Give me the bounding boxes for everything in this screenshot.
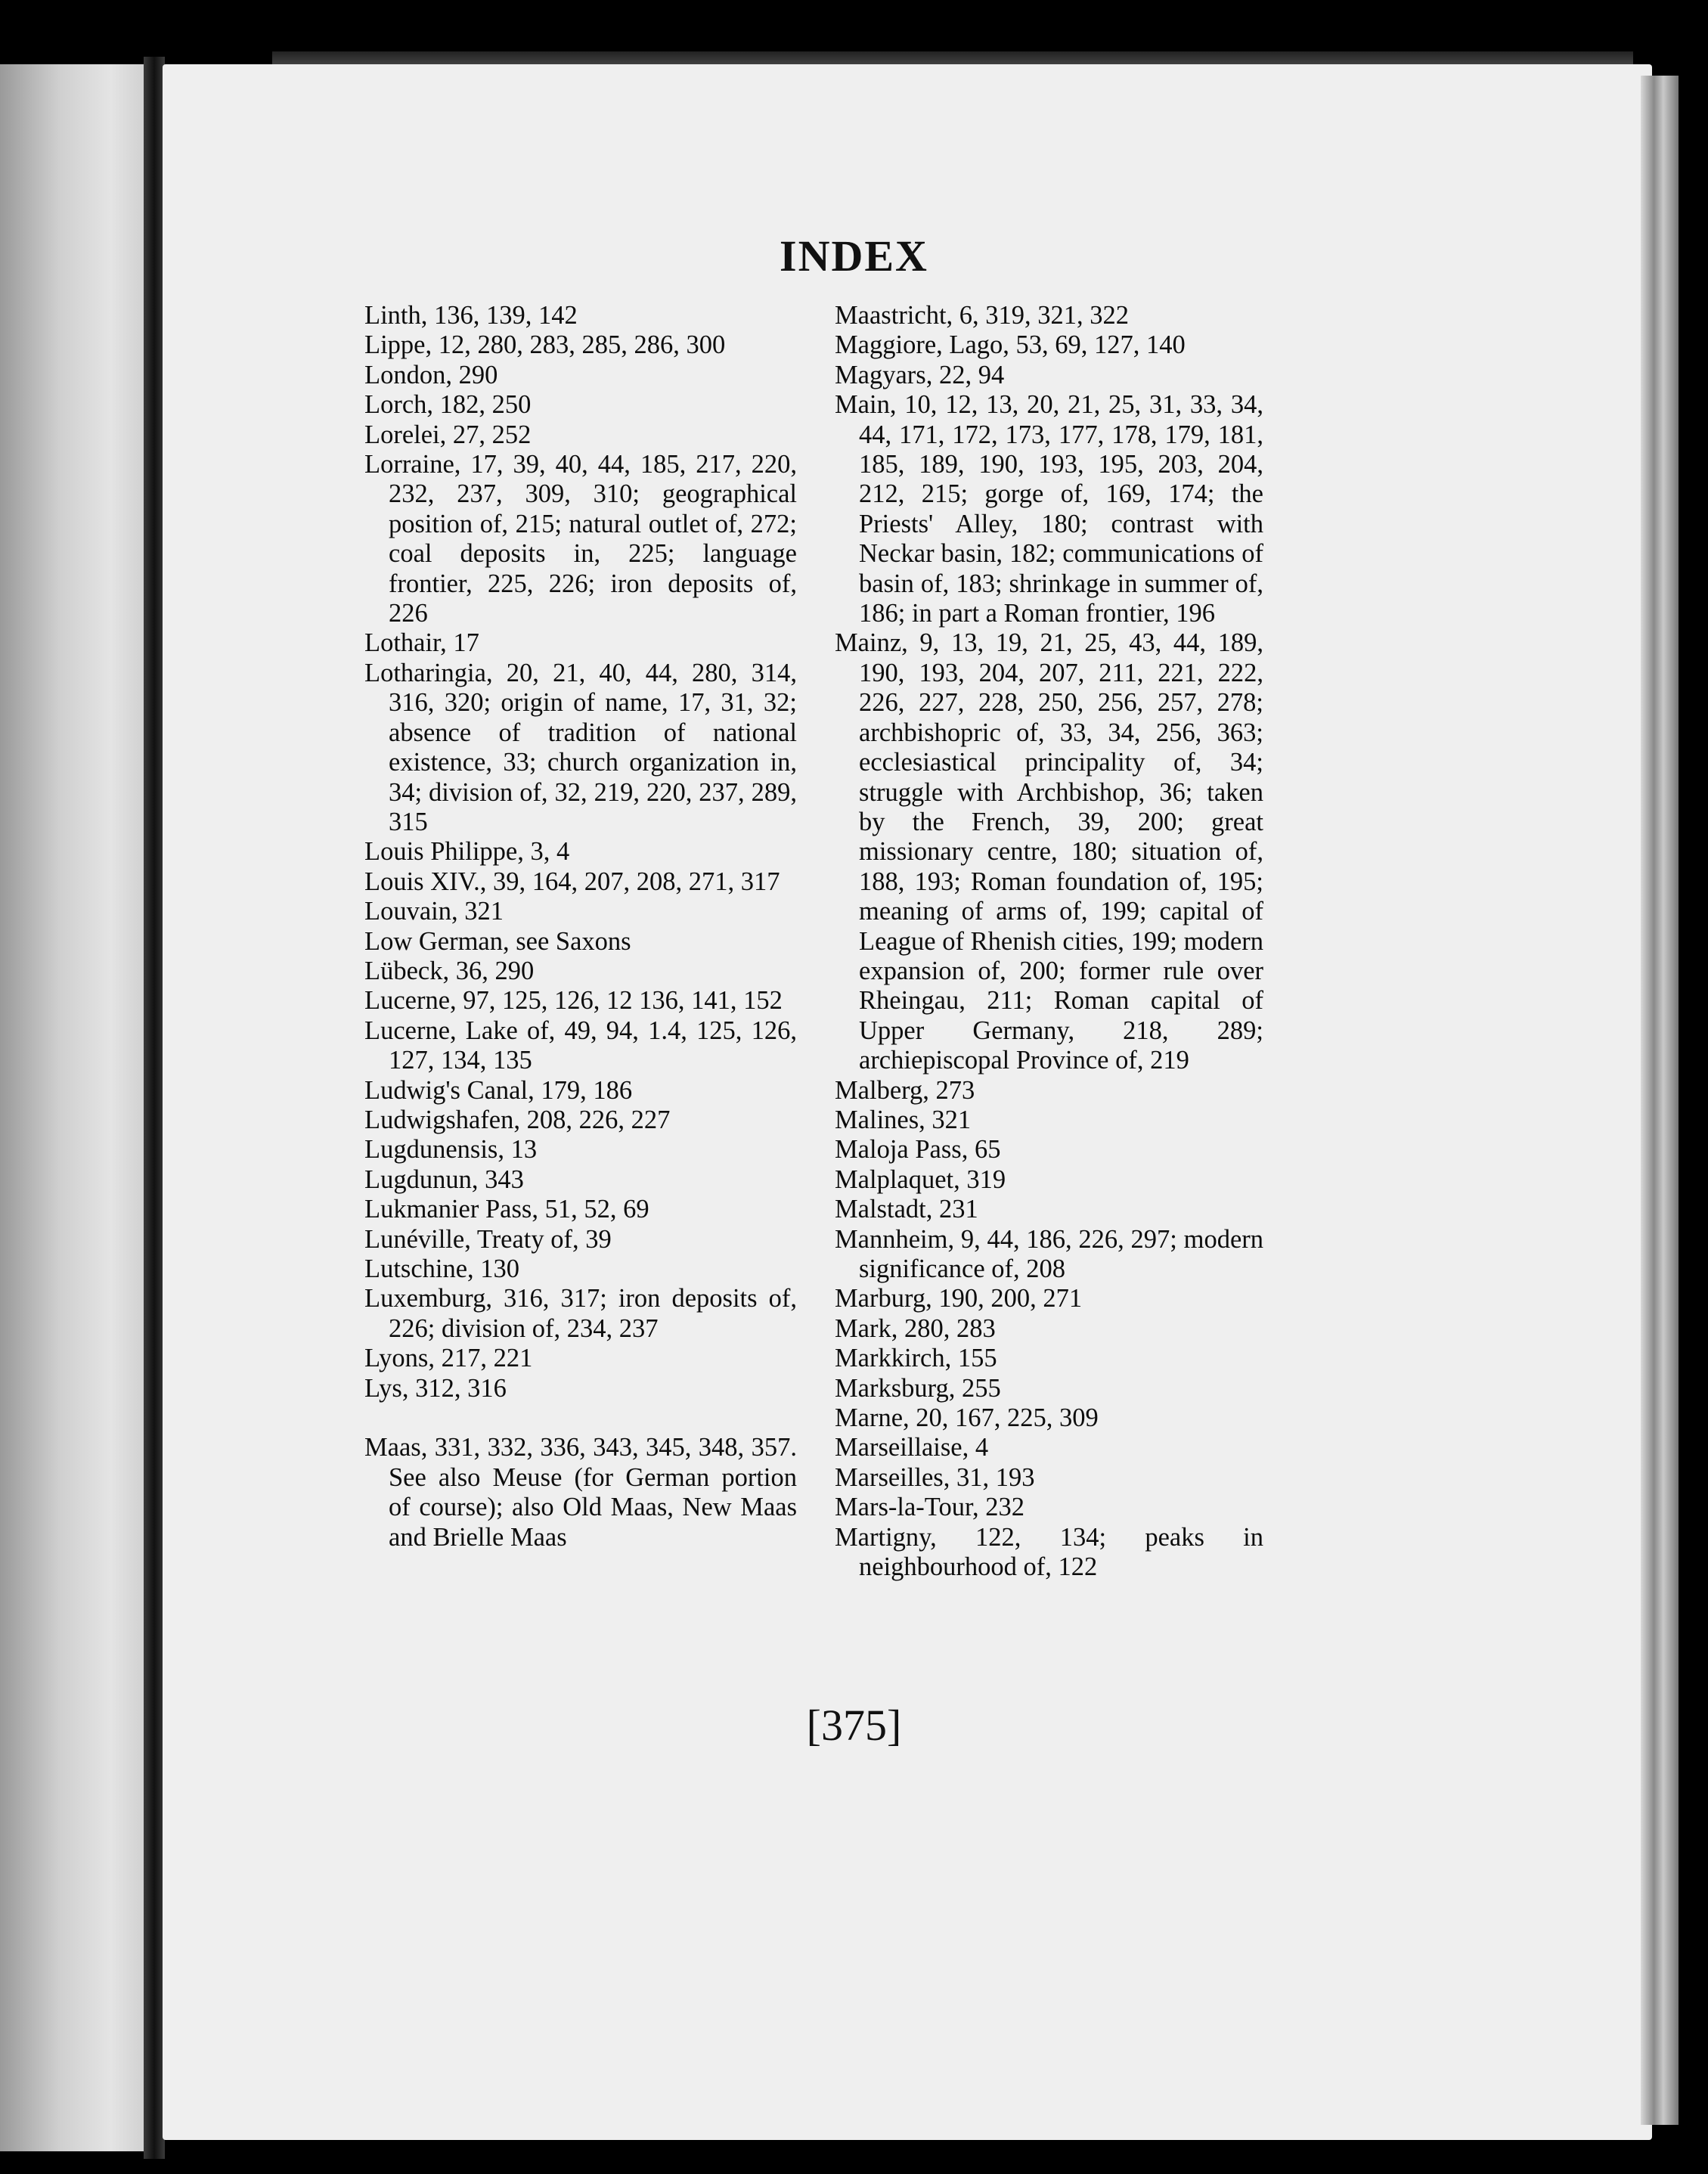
index-entry: Lugdunun, 343 — [364, 1165, 524, 1194]
index-entry: Lutschine, 130 — [364, 1254, 520, 1283]
index-entry: Ludwig's Canal, 179, 186 — [364, 1075, 633, 1105]
index-entry: Lyons, 217, 221 — [364, 1344, 533, 1373]
letter-group-gap — [364, 1403, 797, 1433]
index-heading: INDEX — [780, 231, 928, 281]
index-entry: Main, 10, 12, 13, 20, 21, 25, 31, 33, 34, 44, 171, 172, 173, 177, 178, 179, 181, 185, 189, 190, 193, 195, 203, 204, 212, 215; gorge of, 169, 174; the Priests' Alley, 180; contrast with Neckar basin, 182; communications of basin of, 183; shrinkage in summer of, 186; in part a Roman frontier, 196 — [835, 390, 1263, 628]
index-entry: Marne, 20, 167, 225, 309 — [835, 1403, 1099, 1433]
index-entry: Mannheim, 9, 44, 186, 226, 297; modern significance of, 208 — [835, 1224, 1263, 1283]
page-edge-curl — [1641, 76, 1679, 2125]
index-column-right — [835, 301, 1263, 1582]
index-entry: Mainz, 9, 13, 19, 21, 25, 43, 44, 189, 190, 193, 204, 207, 211, 221, 222, 226, 227, 228, 250, 256, 257, 278; archbishopric of, 33, 34, 256, 363; ecclesiastical principality of, 34; struggle with Archbishop, 36; taken by the French, 39, 200; great missionary centre, 180; situation of, 188, 193; Roman foundation of, 195; meaning of arms of, 199; capital of League of Rhenish cities, 199; modern expansion of, 200; former rule over Rheingau, 211; Roman capital of Upper Germany, 218, 289; archiepiscopal Province of, 219 — [835, 628, 1263, 1075]
index-entry: Lorch, 182, 250 — [364, 390, 532, 420]
index-entry: Lunéville, Treaty of, 39 — [364, 1224, 612, 1254]
index-entry: Lorraine, 17, 39, 40, 44, 185, 217, 220, 232, 237, 309, 310; geographical position of, 215; natural outlet of, 272; coal deposits in, 225; language frontier, 225, 226; iron deposits of, 226 — [364, 450, 797, 628]
index-entry: Mars-la-Tour, 232 — [835, 1493, 1025, 1522]
index-entry: Low German, see Saxons — [364, 926, 631, 956]
index-entry: Maloja Pass, 65 — [835, 1135, 1001, 1165]
index-entry: Louvain, 321 — [364, 897, 504, 926]
index-entry: Lucerne, 97, 125, 126, 12 136, 141, 152 — [364, 986, 783, 1016]
left-page-edge — [0, 64, 147, 2151]
index-entry: London, 290 — [364, 360, 498, 389]
index-entry: Mark, 280, 283 — [835, 1313, 996, 1343]
index-entry: Malberg, 273 — [835, 1075, 975, 1105]
index-entry: Malplaquet, 319 — [835, 1165, 1006, 1194]
index-entry: Louis XIV., 39, 164, 207, 208, 271, 317 — [364, 867, 780, 896]
index-entry: Luxemburg, 316, 317; iron deposits of, 226; division of, 234, 237 — [364, 1284, 797, 1343]
index-entry: Marseillaise, 4 — [835, 1433, 989, 1462]
index-entry: Malstadt, 231 — [835, 1195, 978, 1224]
index-entry: Maastricht, 6, 319, 321, 322 — [835, 301, 1130, 330]
index-entry: Lys, 312, 316 — [364, 1373, 507, 1403]
index-entry: Marseilles, 31, 193 — [835, 1462, 1035, 1492]
index-entry: Marksburg, 255 — [835, 1373, 1001, 1403]
page-number: [375] — [806, 1701, 902, 1750]
index-entry: Maas, 331, 332, 336, 343, 345, 348, 357. See also Meuse (for German portion of course); also Old Maas, New Maas and Brielle Maas — [364, 1433, 797, 1552]
index-entry: Linth, 136, 139, 142 — [364, 301, 578, 330]
index-entry: Lotharingia, 20, 21, 40, 44, 280, 314, 316, 320; origin of name, 17, 31, 32; absence of tradition of national existence, 33; church organization in, 34; division of, 32, 219, 220, 237, 289, 315 — [364, 658, 797, 836]
index-entry: Lorelei, 27, 252 — [364, 420, 532, 449]
index-entry: Lukmanier Pass, 51, 52, 69 — [364, 1195, 649, 1224]
index-entry: Lugdunensis, 13 — [364, 1135, 538, 1165]
index-entry: Ludwigshafen, 208, 226, 227 — [364, 1105, 671, 1134]
index-entry: Marburg, 190, 200, 271 — [835, 1284, 1083, 1313]
index-entry: Martigny, 122, 134; peaks in neighbourhood of, 122 — [835, 1522, 1263, 1582]
index-entry: Lübeck, 36, 290 — [364, 956, 535, 985]
index-entry: Magyars, 22, 94 — [835, 360, 1005, 389]
index-entry: Lippe, 12, 280, 283, 285, 286, 300 — [364, 330, 726, 360]
index-entry: Louis Philippe, 3, 4 — [364, 837, 570, 867]
index-column-left — [364, 301, 797, 1552]
index-entry: Malines, 321 — [835, 1105, 972, 1134]
index-entry: Maggiore, Lago, 53, 69, 127, 140 — [835, 330, 1186, 360]
index-entry: Markkirch, 155 — [835, 1344, 997, 1373]
book-gutter — [144, 57, 165, 2159]
index-entry: Lothair, 17 — [364, 628, 479, 658]
index-entry: Lucerne, Lake of, 49, 94, 1.4, 125, 126, 127, 134, 135 — [364, 1016, 797, 1075]
